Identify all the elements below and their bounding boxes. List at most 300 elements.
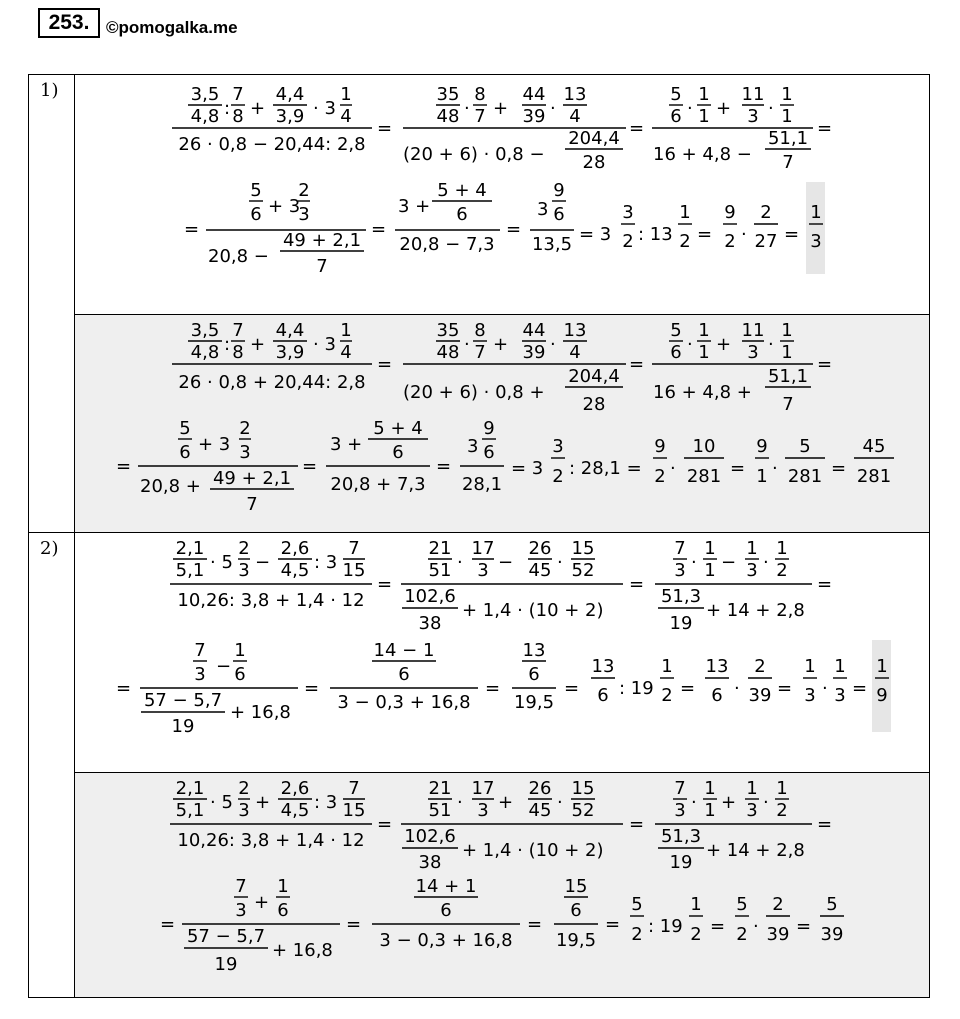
svg-text:3: 3 xyxy=(467,436,479,457)
svg-text:−: − xyxy=(498,552,514,573)
svg-text:+: + xyxy=(254,892,270,913)
svg-text:13: 13 xyxy=(705,656,729,677)
svg-text:3: 3 xyxy=(298,204,310,225)
svg-text:+: + xyxy=(250,334,266,355)
svg-text:1: 1 xyxy=(698,342,710,363)
svg-text:=: = xyxy=(527,914,543,935)
svg-text:1: 1 xyxy=(746,538,758,559)
svg-text:7: 7 xyxy=(232,84,244,105)
svg-text:2: 2 xyxy=(654,466,666,487)
svg-text:3: 3 xyxy=(674,560,686,581)
svg-text:3: 3 xyxy=(810,231,822,252)
svg-text:+ 1,4 · (10 + 2): + 1,4 · (10 + 2) xyxy=(462,840,604,861)
svg-text:6: 6 xyxy=(250,204,262,225)
svg-text:1: 1 xyxy=(704,538,716,559)
svg-text:1: 1 xyxy=(781,342,793,363)
svg-text:13: 13 xyxy=(591,656,615,677)
svg-text:3: 3 xyxy=(622,202,634,223)
svg-text:5: 5 xyxy=(670,84,682,105)
svg-text:3: 3 xyxy=(746,800,758,821)
svg-text:3,9: 3,9 xyxy=(275,342,305,363)
svg-text:48: 48 xyxy=(436,106,460,127)
svg-text:3: 3 xyxy=(746,560,758,581)
svg-text:=: = xyxy=(680,678,696,699)
svg-text:6: 6 xyxy=(179,442,191,463)
svg-text:: 13: : 13 xyxy=(638,224,673,245)
svg-text:·: · xyxy=(734,678,740,699)
svg-text:·: · xyxy=(670,458,676,479)
svg-text:5: 5 xyxy=(631,894,643,915)
svg-text:·: · xyxy=(772,458,778,479)
svg-text:26: 26 xyxy=(528,778,552,799)
svg-text:=: = xyxy=(629,574,645,595)
row-label-2: 2) xyxy=(40,538,59,559)
svg-text:3 − 0,3 + 16,8: 3 − 0,3 + 16,8 xyxy=(379,930,513,951)
svg-text:4,8: 4,8 xyxy=(190,106,220,127)
svg-text:7: 7 xyxy=(674,778,686,799)
svg-text:·: · xyxy=(550,334,556,355)
svg-text:39: 39 xyxy=(522,342,546,363)
svg-text:·: · xyxy=(457,552,463,573)
svg-text:· 5: · 5 xyxy=(210,792,233,813)
svg-text:38: 38 xyxy=(418,852,442,873)
svg-text:·: · xyxy=(753,916,759,937)
svg-text:7: 7 xyxy=(194,640,206,661)
svg-text:·: · xyxy=(464,334,470,355)
svg-text:8: 8 xyxy=(474,320,486,341)
svg-text:15: 15 xyxy=(571,778,595,799)
svg-text:·: · xyxy=(687,98,693,119)
svg-text:16 + 4,8 +: 16 + 4,8 + xyxy=(653,382,752,403)
svg-text:35: 35 xyxy=(436,320,460,341)
svg-text:=: = xyxy=(436,456,452,477)
svg-text:19,5: 19,5 xyxy=(513,692,555,713)
svg-text:1: 1 xyxy=(679,202,691,223)
svg-text:15: 15 xyxy=(571,538,595,559)
svg-text:13: 13 xyxy=(563,84,587,105)
svg-text:· 3: · 3 xyxy=(313,334,336,355)
svg-text:= 3: = 3 xyxy=(579,224,612,245)
svg-text:2: 2 xyxy=(661,685,673,706)
svg-text:=: = xyxy=(302,456,318,477)
svg-text:·: · xyxy=(768,98,774,119)
svg-text:+: + xyxy=(716,334,732,355)
svg-text:3,9: 3,9 xyxy=(275,106,305,127)
svg-text:19: 19 xyxy=(669,613,693,634)
svg-text:2: 2 xyxy=(552,466,564,487)
svg-text:2: 2 xyxy=(724,231,736,252)
svg-text:5: 5 xyxy=(179,418,191,439)
solution-2a xyxy=(116,538,889,737)
svg-text:5: 5 xyxy=(250,180,262,201)
svg-text:7: 7 xyxy=(232,320,244,341)
svg-text:1: 1 xyxy=(781,84,793,105)
site-watermark: ©pomogalka.me xyxy=(106,18,238,37)
svg-text:=: = xyxy=(777,678,793,699)
svg-text:3: 3 xyxy=(238,560,250,581)
svg-text:1: 1 xyxy=(781,320,793,341)
solution-1a xyxy=(172,84,832,277)
svg-text:51: 51 xyxy=(428,800,452,821)
svg-text:3: 3 xyxy=(477,800,489,821)
svg-text:5,1: 5,1 xyxy=(175,800,205,821)
svg-text:6: 6 xyxy=(483,442,495,463)
svg-text:3: 3 xyxy=(238,800,250,821)
svg-text:1: 1 xyxy=(277,876,289,897)
svg-text:1: 1 xyxy=(704,778,716,799)
svg-text:1: 1 xyxy=(776,778,788,799)
svg-text:6: 6 xyxy=(440,900,452,921)
svg-text:1: 1 xyxy=(781,106,793,127)
svg-text:51,1: 51,1 xyxy=(767,366,809,387)
svg-text:2: 2 xyxy=(679,231,691,252)
solution-1b xyxy=(116,320,894,515)
svg-text:281: 281 xyxy=(787,466,823,487)
svg-text:(20 + 6) · 0,8 −: (20 + 6) · 0,8 − xyxy=(403,144,545,165)
svg-text:2,1: 2,1 xyxy=(175,538,205,559)
svg-text:39: 39 xyxy=(522,106,546,127)
svg-text:1: 1 xyxy=(698,106,710,127)
svg-text:6: 6 xyxy=(392,442,404,463)
svg-text:·: · xyxy=(457,792,463,813)
svg-text:=: = xyxy=(697,224,713,245)
svg-text:6: 6 xyxy=(670,106,682,127)
svg-text:=: = xyxy=(629,814,645,835)
svg-text:+ 14 + 2,8: + 14 + 2,8 xyxy=(706,600,805,621)
svg-text:7: 7 xyxy=(782,152,794,173)
svg-text:102,6: 102,6 xyxy=(404,826,456,847)
svg-text:3: 3 xyxy=(674,800,686,821)
svg-text:4: 4 xyxy=(569,106,581,127)
svg-text:2: 2 xyxy=(690,924,702,945)
svg-text:2: 2 xyxy=(736,924,748,945)
svg-text:2: 2 xyxy=(772,894,784,915)
svg-text:·: · xyxy=(557,552,563,573)
svg-text:·: · xyxy=(464,98,470,119)
svg-text:7: 7 xyxy=(782,394,794,415)
svg-text:16 + 4,8 −: 16 + 4,8 − xyxy=(653,144,752,165)
svg-text:7: 7 xyxy=(674,538,686,559)
svg-text:9: 9 xyxy=(876,685,888,706)
svg-text:44: 44 xyxy=(522,320,546,341)
svg-text:4,8: 4,8 xyxy=(190,342,220,363)
svg-text:15: 15 xyxy=(342,800,366,821)
svg-text:6: 6 xyxy=(398,664,410,685)
svg-text:4,5: 4,5 xyxy=(280,800,310,821)
svg-text:51,1: 51,1 xyxy=(767,128,809,149)
svg-text:35: 35 xyxy=(436,84,460,105)
svg-text:=: = xyxy=(796,916,812,937)
svg-text:+ 3: + 3 xyxy=(268,196,301,217)
svg-text:1: 1 xyxy=(704,560,716,581)
svg-text:51,3: 51,3 xyxy=(660,826,702,847)
svg-text:281: 281 xyxy=(856,466,892,487)
svg-text:1: 1 xyxy=(876,656,888,677)
svg-text:3: 3 xyxy=(804,685,816,706)
svg-text:2,1: 2,1 xyxy=(175,778,205,799)
svg-text:7: 7 xyxy=(235,876,247,897)
svg-text:26: 26 xyxy=(528,538,552,559)
svg-text:6: 6 xyxy=(234,664,246,685)
svg-text:4: 4 xyxy=(340,106,352,127)
svg-text:=: = xyxy=(817,354,833,375)
svg-text:: 3: : 3 xyxy=(314,792,338,813)
svg-text:2,6: 2,6 xyxy=(280,538,310,559)
svg-text:6: 6 xyxy=(553,204,565,225)
svg-text:26 · 0,8 + 20,44: 2,8: 26 · 0,8 + 20,44: 2,8 xyxy=(178,372,366,393)
svg-text:1: 1 xyxy=(746,778,758,799)
svg-text:2: 2 xyxy=(238,778,250,799)
exercise-number: 253. xyxy=(38,8,100,38)
svg-text:1: 1 xyxy=(698,84,710,105)
svg-text:2: 2 xyxy=(760,202,772,223)
svg-text:28: 28 xyxy=(582,152,606,173)
svg-text:21: 21 xyxy=(428,778,452,799)
svg-text:=: = xyxy=(852,678,868,699)
svg-text:6: 6 xyxy=(570,900,582,921)
svg-text:5: 5 xyxy=(736,894,748,915)
svg-text:17: 17 xyxy=(471,778,495,799)
svg-text:13: 13 xyxy=(522,640,546,661)
svg-text:6: 6 xyxy=(456,204,468,225)
svg-text:27: 27 xyxy=(754,231,778,252)
svg-text:49 + 2,1: 49 + 2,1 xyxy=(282,230,362,251)
svg-text:45: 45 xyxy=(862,436,886,457)
svg-text:45: 45 xyxy=(528,560,552,581)
svg-text:6: 6 xyxy=(670,342,682,363)
svg-text:·: · xyxy=(763,792,769,813)
svg-text:3: 3 xyxy=(834,685,846,706)
svg-text:57 − 5,7: 57 − 5,7 xyxy=(186,926,266,947)
svg-text:+ 16,8: + 16,8 xyxy=(230,702,291,723)
svg-text:· 5: · 5 xyxy=(210,552,233,573)
svg-text:+ 3: + 3 xyxy=(198,434,231,455)
svg-text:7: 7 xyxy=(246,494,258,515)
svg-text:39: 39 xyxy=(820,924,844,945)
svg-text:48: 48 xyxy=(436,342,460,363)
svg-text:4,5: 4,5 xyxy=(280,560,310,581)
svg-text:28,1: 28,1 xyxy=(461,474,503,495)
svg-text:6: 6 xyxy=(597,685,609,706)
svg-text:6: 6 xyxy=(277,900,289,921)
svg-text:+: + xyxy=(493,98,509,119)
svg-text:15: 15 xyxy=(564,876,588,897)
svg-text:5: 5 xyxy=(799,436,811,457)
svg-text:20,8 −: 20,8 − xyxy=(208,246,269,267)
svg-text:=: = xyxy=(377,118,393,139)
svg-text:3: 3 xyxy=(235,900,247,921)
svg-text:3: 3 xyxy=(747,342,759,363)
svg-text:39: 39 xyxy=(748,685,772,706)
svg-text:: 19: : 19 xyxy=(619,678,654,699)
svg-text:5: 5 xyxy=(826,894,838,915)
svg-text:10,26: 3,8 + 1,4 · 12: 10,26: 3,8 + 1,4 · 12 xyxy=(177,830,365,851)
svg-text:2: 2 xyxy=(776,800,788,821)
svg-text:·: · xyxy=(691,792,697,813)
svg-text:8: 8 xyxy=(232,342,244,363)
svg-text:+: + xyxy=(498,792,514,813)
svg-text:28: 28 xyxy=(582,394,606,415)
svg-text:4: 4 xyxy=(569,342,581,363)
svg-text:=: = xyxy=(564,678,580,699)
svg-text:9: 9 xyxy=(483,418,495,439)
svg-text:3 +: 3 + xyxy=(330,434,363,455)
svg-text:=: = xyxy=(605,914,621,935)
svg-text:· 3: · 3 xyxy=(313,98,336,119)
svg-text:5 + 4: 5 + 4 xyxy=(373,418,423,439)
svg-text:7: 7 xyxy=(316,256,328,277)
svg-text:9: 9 xyxy=(724,202,736,223)
row-label-1: 1) xyxy=(40,80,59,101)
svg-text:45: 45 xyxy=(528,800,552,821)
svg-text:−: − xyxy=(721,552,737,573)
svg-text:44: 44 xyxy=(522,84,546,105)
svg-text:+: + xyxy=(493,334,509,355)
svg-text:4,4: 4,4 xyxy=(275,320,305,341)
svg-text:1: 1 xyxy=(804,656,816,677)
svg-text:1: 1 xyxy=(234,640,246,661)
svg-text:281: 281 xyxy=(686,466,722,487)
svg-text:(20 + 6) · 0,8 +: (20 + 6) · 0,8 + xyxy=(403,382,545,403)
svg-text:2: 2 xyxy=(776,560,788,581)
svg-text:51,3: 51,3 xyxy=(660,586,702,607)
svg-text:1: 1 xyxy=(776,538,788,559)
svg-text:=: = xyxy=(304,678,320,699)
svg-text:49 + 2,1: 49 + 2,1 xyxy=(212,468,292,489)
svg-text:21: 21 xyxy=(428,538,452,559)
svg-text:11: 11 xyxy=(741,320,765,341)
svg-text:2: 2 xyxy=(239,418,251,439)
svg-text:=: = xyxy=(831,458,847,479)
svg-text:: 28,1 =: : 28,1 = xyxy=(569,458,642,479)
svg-text:+ 14 + 2,8: + 14 + 2,8 xyxy=(706,840,805,861)
svg-text:1: 1 xyxy=(690,894,702,915)
svg-text:3 +: 3 + xyxy=(398,196,431,217)
svg-text:3: 3 xyxy=(477,560,489,581)
answer-1a-numerator: 1 xyxy=(810,202,822,223)
svg-text:=: = xyxy=(710,916,726,937)
svg-text:=: = xyxy=(371,219,387,240)
svg-text:6: 6 xyxy=(711,685,723,706)
svg-text:10: 10 xyxy=(692,436,716,457)
svg-text:=: = xyxy=(377,574,393,595)
svg-text:8: 8 xyxy=(232,106,244,127)
svg-text::: : xyxy=(224,98,231,119)
svg-text:=: = xyxy=(817,814,833,835)
svg-text:·: · xyxy=(691,552,697,573)
svg-text:1: 1 xyxy=(340,84,352,105)
svg-text:=: = xyxy=(817,574,833,595)
svg-text:3 − 0,3 + 16,8: 3 − 0,3 + 16,8 xyxy=(337,692,471,713)
svg-text:=: = xyxy=(116,678,132,699)
svg-text:−: − xyxy=(216,656,232,677)
svg-text:9: 9 xyxy=(654,436,666,457)
svg-text:=: = xyxy=(116,456,132,477)
svg-text:57 − 5,7: 57 − 5,7 xyxy=(143,690,223,711)
svg-text:·: · xyxy=(741,224,747,245)
svg-text:3: 3 xyxy=(552,436,564,457)
svg-text:9: 9 xyxy=(553,180,565,201)
svg-text:7: 7 xyxy=(348,538,360,559)
svg-text:19,5: 19,5 xyxy=(555,930,597,951)
svg-text:39: 39 xyxy=(766,924,790,945)
svg-text:2: 2 xyxy=(298,180,310,201)
svg-text:1: 1 xyxy=(698,320,710,341)
svg-text:26 · 0,8 − 20,44: 2,8: 26 · 0,8 − 20,44: 2,8 xyxy=(178,134,366,155)
svg-text:204,4: 204,4 xyxy=(568,128,620,149)
svg-text:·: · xyxy=(550,98,556,119)
svg-text:=: = xyxy=(377,814,393,835)
svg-text:8: 8 xyxy=(474,84,486,105)
svg-text:+: + xyxy=(255,792,271,813)
svg-text:=: = xyxy=(784,224,800,245)
svg-text:17: 17 xyxy=(471,538,495,559)
svg-text:20,8 +: 20,8 + xyxy=(140,476,201,497)
svg-text:2: 2 xyxy=(622,231,634,252)
svg-text:5: 5 xyxy=(670,320,682,341)
svg-text:+: + xyxy=(721,792,737,813)
svg-text:1: 1 xyxy=(704,800,716,821)
svg-text:38: 38 xyxy=(418,613,442,634)
solution-2b xyxy=(160,778,844,975)
svg-text:3,5: 3,5 xyxy=(190,320,220,341)
svg-text:19: 19 xyxy=(214,954,238,975)
svg-text:2: 2 xyxy=(754,656,766,677)
svg-text:3: 3 xyxy=(239,442,251,463)
svg-text:9: 9 xyxy=(756,436,768,457)
svg-text:20,8 − 7,3: 20,8 − 7,3 xyxy=(399,234,495,255)
svg-text:14 + 1: 14 + 1 xyxy=(415,876,477,897)
svg-text:4,4: 4,4 xyxy=(275,84,305,105)
svg-text:5 + 4: 5 + 4 xyxy=(437,180,487,201)
svg-text:19: 19 xyxy=(171,716,195,737)
svg-text:=: = xyxy=(377,354,393,375)
svg-text:=: = xyxy=(485,678,501,699)
svg-text:102,6: 102,6 xyxy=(404,586,456,607)
svg-text:1: 1 xyxy=(340,320,352,341)
svg-text:=: = xyxy=(730,458,746,479)
svg-text:204,4: 204,4 xyxy=(568,366,620,387)
svg-text:+: + xyxy=(716,98,732,119)
svg-text:13,5: 13,5 xyxy=(531,234,573,255)
svg-text:+ 16,8: + 16,8 xyxy=(272,940,333,961)
svg-text:=: = xyxy=(629,118,645,139)
svg-text:=: = xyxy=(184,219,200,240)
svg-text:−: − xyxy=(255,552,271,573)
svg-text:20,8 + 7,3: 20,8 + 7,3 xyxy=(330,474,426,495)
svg-text:1: 1 xyxy=(756,466,768,487)
svg-text:=: = xyxy=(629,354,645,375)
svg-text:19: 19 xyxy=(669,852,693,873)
svg-text:+: + xyxy=(250,98,266,119)
svg-text:52: 52 xyxy=(571,800,595,821)
svg-text:2: 2 xyxy=(238,538,250,559)
svg-text:4: 4 xyxy=(340,342,352,363)
svg-text:=: = xyxy=(817,118,833,139)
svg-text:=: = xyxy=(506,219,522,240)
svg-text:=: = xyxy=(160,914,176,935)
svg-text:3: 3 xyxy=(747,106,759,127)
svg-text:3: 3 xyxy=(194,664,206,685)
svg-text:15: 15 xyxy=(342,560,366,581)
svg-text:: 19: : 19 xyxy=(648,916,683,937)
svg-text:=: = xyxy=(346,914,362,935)
svg-text:2: 2 xyxy=(631,924,643,945)
svg-text:·: · xyxy=(763,552,769,573)
svg-text:3: 3 xyxy=(537,199,549,220)
svg-text:5,1: 5,1 xyxy=(175,560,205,581)
svg-text:·: · xyxy=(557,792,563,813)
